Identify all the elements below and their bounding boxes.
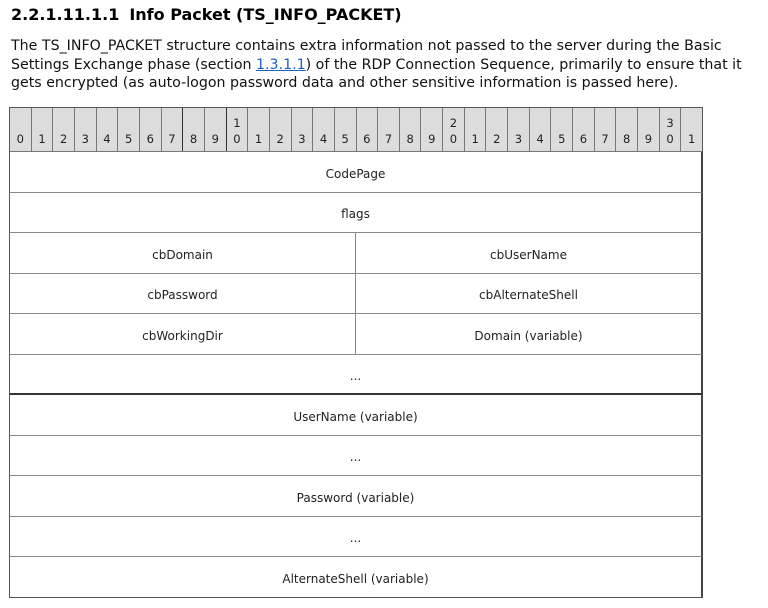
bit-label-ones: 7 [601, 132, 609, 146]
bit-label [227, 108, 249, 151]
bit-label [400, 108, 422, 151]
bit-label-ones: 8 [189, 132, 198, 146]
bit-label [162, 108, 184, 151]
bit-label-ones: 3 [514, 132, 523, 146]
description-text: Settings Exchange phase (section [11, 56, 256, 73]
field-flags: flags [341, 207, 370, 222]
field-cbdomain: cbDomain [10, 233, 356, 273]
bit-label-ones: 1 [688, 132, 696, 146]
bit-label [32, 108, 54, 151]
bit-label [530, 108, 552, 151]
field-domain-continued: ... [349, 368, 362, 383]
bit-label [465, 108, 487, 151]
bit-label-ones: 1 [38, 132, 46, 146]
section-link[interactable]: 1.3.1.1 [256, 56, 306, 73]
bit-label [660, 108, 682, 151]
bit-label-ones: 2 [276, 132, 284, 146]
bit-label [421, 108, 443, 151]
bit-label [357, 108, 379, 151]
field-password-continued: ... [349, 531, 362, 546]
bit-label [248, 108, 270, 151]
description-line-3: gets encrypted (as auto-logon password data and other sensitive information is passed here). [11, 75, 679, 91]
field-row [9, 395, 703, 436]
bit-label-tens: 1 [233, 116, 241, 130]
bit-label-ones: 9 [211, 132, 219, 146]
bit-label [508, 108, 530, 151]
field-row [9, 193, 703, 234]
field-codepage: CodePage [325, 166, 386, 181]
bit-label [75, 108, 97, 151]
section-number: 2.2.1.11.1.1 [11, 5, 120, 24]
bit-label-tens: 3 [666, 116, 674, 130]
bit-label [313, 108, 335, 151]
bit-label [486, 108, 508, 151]
field-row [9, 233, 703, 274]
bit-label-ones: 5 [124, 132, 133, 146]
bit-ruler [9, 107, 703, 152]
bit-label [443, 108, 465, 151]
bit-label-ones: 8 [623, 132, 631, 146]
bit-label-tens: 2 [449, 116, 458, 130]
bit-label-ones: 3 [81, 132, 89, 146]
bit-label-ones: 8 [406, 132, 414, 146]
bit-label [205, 108, 227, 151]
section-description [11, 37, 768, 93]
bit-label-ones: 0 [16, 132, 24, 146]
bit-label-ones: 6 [579, 132, 588, 146]
bit-label-ones: 2 [59, 132, 68, 146]
bit-label [551, 108, 573, 151]
field-domain: Domain (variable) [474, 328, 583, 343]
field-row [9, 314, 703, 355]
bit-label [53, 108, 75, 151]
bit-label-ones: 7 [168, 132, 176, 146]
bit-label-ones: 0 [449, 132, 458, 146]
bit-label-ones: 4 [536, 132, 544, 146]
field-row [9, 274, 703, 315]
bit-label [183, 108, 205, 151]
section-title: Info Packet (TS_INFO_PACKET) [129, 5, 402, 24]
bit-label-ones: 0 [233, 132, 241, 146]
bit-label-ones: 5 [341, 132, 349, 146]
bit-label-ones: 3 [298, 132, 306, 146]
bit-label-ones: 4 [103, 132, 111, 146]
bit-label-ones: 1 [471, 132, 479, 146]
bit-label [616, 108, 638, 151]
field-row [9, 517, 703, 558]
field-cbpassword: cbPassword [10, 274, 356, 314]
field-cbalternateshell: cbAlternateShell [479, 288, 578, 303]
bit-label-ones: 0 [666, 132, 674, 146]
field-username-continued: ... [349, 450, 362, 465]
field-username: UserName (variable) [293, 409, 418, 424]
bit-label [97, 108, 119, 151]
field-cbworkingdir: cbWorkingDir [10, 314, 356, 354]
bit-label [573, 108, 595, 151]
field-alternateshell: AlternateShell (variable) [282, 571, 429, 586]
bit-label-ones: 9 [644, 132, 653, 146]
bit-label [335, 108, 357, 151]
field-row [9, 355, 703, 396]
bit-label-ones: 4 [319, 132, 328, 146]
field-row [9, 152, 703, 193]
description-line-2 [11, 56, 768, 75]
field-row [9, 436, 703, 477]
bit-label-ones: 7 [384, 132, 393, 146]
bit-label [595, 108, 617, 151]
packet-diagram [9, 107, 703, 598]
bit-label-ones: 6 [146, 132, 154, 146]
field-row [9, 476, 703, 517]
bit-label [292, 108, 314, 151]
field-cbusername: cbUserName [490, 247, 567, 262]
field-password: Password (variable) [296, 490, 415, 505]
bit-label [638, 108, 660, 151]
bit-label [118, 108, 140, 151]
description-text: ) of the RDP Connection Sequence, primarily to ensure that it [305, 56, 742, 73]
bit-label-ones: 5 [558, 132, 566, 146]
bit-label [378, 108, 400, 151]
description-line-1: The TS_INFO_PACKET structure contains extra information not passed to the server during the Basic [11, 38, 722, 54]
bit-label [140, 108, 162, 151]
bit-label-ones: 2 [493, 132, 501, 146]
bit-label [681, 108, 702, 151]
bit-label-ones: 1 [254, 132, 263, 146]
bit-label-ones: 6 [363, 132, 371, 146]
bit-label [270, 108, 292, 151]
bit-label [10, 108, 32, 151]
bit-label-ones: 9 [428, 132, 436, 146]
section-heading [11, 5, 402, 24]
field-row [9, 557, 703, 598]
